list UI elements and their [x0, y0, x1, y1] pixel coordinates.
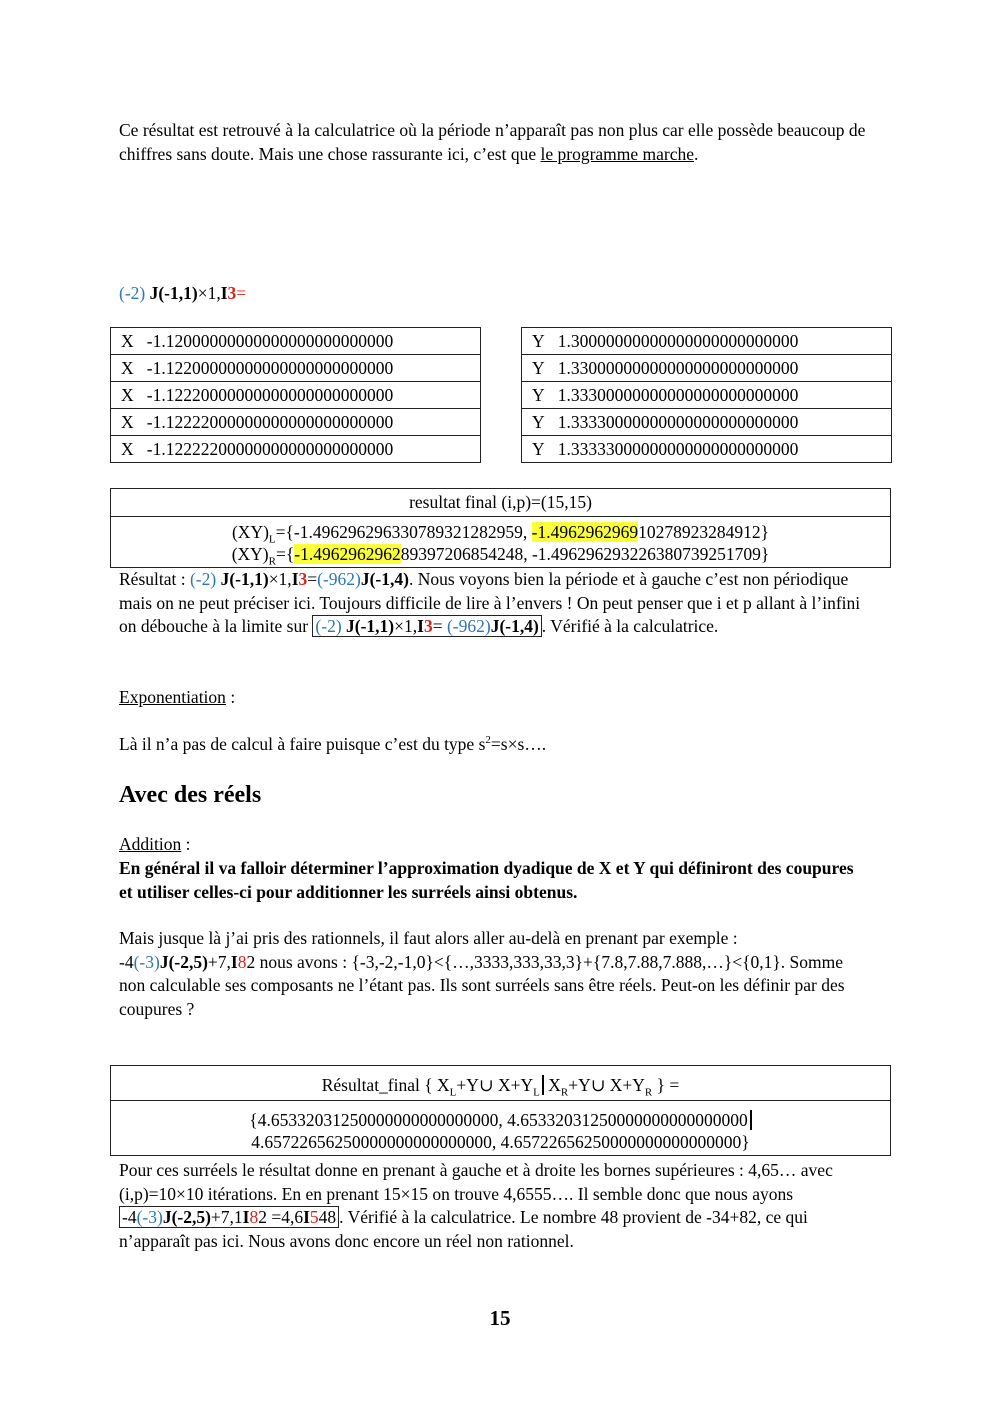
- highlight-right: -1.4962962962: [294, 544, 401, 564]
- table-row: [522, 355, 892, 382]
- intro-end: .: [694, 143, 699, 164]
- x-cell: X -1.12200000000000000000000000: [111, 355, 481, 382]
- table-row: [111, 382, 481, 409]
- intro-paragraph: [119, 119, 879, 166]
- table-row: [111, 355, 481, 382]
- table-row: [522, 409, 892, 436]
- result-line-1: {4.65332031250000000000000000, 4.65332031250000000000000000: [111, 1109, 890, 1131]
- xy-right-line: $(XY)_R=\{-1.496296296289397206854248$, -1.49629629322638073925170​9}: [231, 544, 770, 568]
- expr-i: I: [220, 283, 228, 303]
- table-row: [111, 409, 481, 436]
- result-box-header: resultat final (i,p)=(15,15): [111, 489, 890, 517]
- table-row: [522, 436, 892, 463]
- table-row: [522, 382, 892, 409]
- y-cell: Y 1.33300000000000000000000000: [522, 382, 892, 409]
- y-cell: Y 1.30000000000000000000000000: [522, 328, 892, 355]
- x-table: [110, 327, 481, 463]
- surreals-paragraph: Pour ces surréels le résultat donne en prenant à gauche et à droite les bornes supérieures : 4,65… avec (i,p)=10×10 itérations. En en prenant 15×15 on trouve 4,6555…. Il semble donc que nous ayons -4(-3)J(-2,5)+7,1I82 =4,6I548 . Vérifié à la calculatrice. Le nombre 48 provient de -34+82, ce qui n’apparaît pas ici. Nous avons donc encore un réel non rationnel.: [119, 1160, 833, 1251]
- y-table: [521, 327, 892, 463]
- page-number: 15: [489, 1306, 511, 1330]
- boxed-formula-2: -4(-3)J(-2,5)+7,1I82 =4,6I548: [119, 1206, 339, 1228]
- boxed-formula: (-2) J(-1,1)×1,I3= (-962)J(-1,4): [312, 615, 541, 637]
- expr-period: 3: [227, 283, 237, 303]
- program-link-text: le programme marche: [540, 143, 695, 164]
- y-cell: Y 1.33000000000000000000000000: [522, 355, 892, 382]
- intro-text: Ce résultat est retrouvé à la calculatrice où la période n’apparaît pas non plus car elle possède beaucoup de chiffres sans doute. Mais une chose rassurante ici, c’est que: [119, 120, 866, 164]
- exponentiation-label: Exponentiation :: [119, 687, 236, 707]
- y-cell: Y 1.33330000000000000000000000: [522, 409, 892, 436]
- table-row: [522, 328, 892, 355]
- exponentiation-paragraph: Là il n’a pas de calcul à faire puisque c’est du type $s^2=s\times s\dots$.: [119, 734, 547, 754]
- rationals-paragraph: Mais jusque là j’ai pris des rationnels, il faut alors aller au-delà en prenant par exemple : -4(-3)J(-2,5)+7,I82 nous avons : {-3,-2,-1,0}<{…,3333,333,33,3}+{7.8,7.88,7.888,…}<{0,1}. Somme non calculable ses composants ne l’étant pas. Ils sont surréels sans être réels. Peut-on les définir par des coupures ?: [119, 928, 845, 1019]
- xy-left-line: $(XY)_L=\{-1.4962962963307893212829​59$, -1.496296296910278923284912}: [231, 522, 769, 546]
- table-row: [111, 436, 481, 463]
- result-box-final: [110, 488, 891, 568]
- result-line-2: 4.65722656250000000000000000, 4.65722656250000000000000000}: [251, 1132, 750, 1152]
- x-cell: X -1.12000000000000000000000000: [111, 328, 481, 355]
- expression-line: [119, 282, 879, 306]
- result-box2-body: [111, 1101, 890, 1155]
- result-box-surreals: [110, 1065, 891, 1156]
- expr-coef: (-2): [119, 283, 146, 303]
- expr-equals: =: [236, 283, 247, 303]
- expr-times: ×1,: [197, 283, 221, 303]
- addition-label: Addition :: [119, 834, 191, 854]
- bold-paragraph: En général il va falloir déterminer l’approximation dyadique de X et Y qui définiront des coupures et utiliser celles-ci pour additionner les surréels ainsi obtenus.: [119, 858, 854, 902]
- y-cell: Y 1.33333000000000000000000000: [522, 436, 892, 463]
- result-paragraph: Résultat : (-2) J(-1,1)×1,I3=(-962)J(-1,4). Nous voyons bien la période et à gauche c’est non périodique mais on ne peut préciser ici. Toujours difficile de lire à l’envers ! On peut penser que i et p allant à l’infini on débouche à la limite sur (-2) J(-1,1)×1,I3= (-962)J(-1,4) . Vérifié à la calculatrice.: [119, 569, 861, 636]
- result-box2-header: Résultat_final { $X_L+Y\cup$ $X+Y_L$ $X_R+Y\cup$ $X+Y_R$ } =: [111, 1066, 890, 1101]
- highlight-left: -1.4962962969: [531, 522, 639, 542]
- x-cell: X -1.12222000000000000000000000: [111, 409, 481, 436]
- table-row: [111, 328, 481, 355]
- x-cell: X -1.12220000000000000000000000: [111, 382, 481, 409]
- x-cell: X -1.12222200000000000000000000: [111, 436, 481, 463]
- result-box-body: [111, 517, 890, 567]
- expr-j: J(-1,1): [145, 283, 198, 303]
- section-heading: Avec des réels: [119, 782, 262, 808]
